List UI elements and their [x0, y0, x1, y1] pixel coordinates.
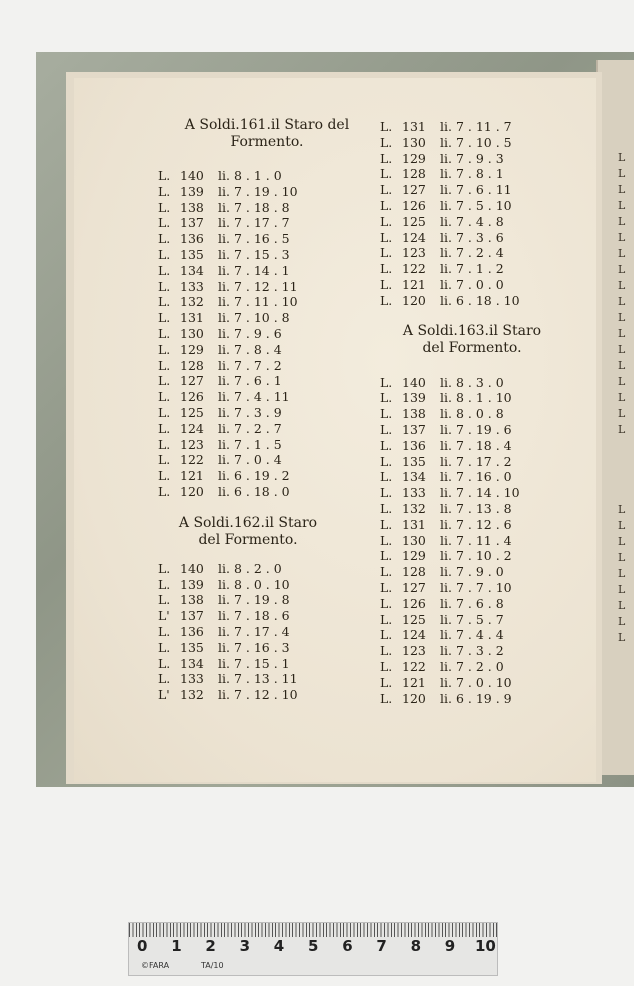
row-label: L. [158, 357, 171, 373]
row-number: 125 [180, 404, 204, 420]
table-row [380, 548, 560, 564]
row-label: L. [380, 627, 393, 643]
row-value: li. 8 . 0 . 10 [218, 576, 290, 592]
table-row [380, 245, 560, 261]
table-row [380, 422, 560, 438]
row-value: li. 7 . 16 . 3 [218, 639, 290, 655]
row-label: L. [158, 294, 171, 310]
row-label: L. [380, 390, 393, 406]
table-row [158, 263, 348, 279]
row-label: L. [380, 150, 393, 166]
row-number: 121 [402, 276, 426, 292]
row-value: li. 7 . 18 . 4 [440, 437, 512, 453]
row-label: L. [158, 168, 171, 183]
ruler-number: 5 [308, 937, 319, 955]
row-value: li. 7 . 6 . 1 [218, 373, 282, 389]
row-value: li. 6 . 18 . 0 [218, 483, 290, 499]
row-number: 134 [402, 469, 426, 485]
row-number: 136 [402, 437, 426, 453]
row-number: 120 [402, 690, 426, 706]
table-row [158, 452, 348, 468]
right-table [380, 375, 560, 707]
row-number: 137 [402, 421, 426, 437]
row-number: 135 [180, 639, 204, 655]
row-number: 135 [180, 246, 204, 262]
table-row [158, 437, 348, 453]
row-value: li. 7 . 8 . 1 [440, 166, 504, 182]
row-label: L. [158, 246, 171, 262]
row-label: L. [380, 437, 393, 453]
table-row [158, 247, 348, 263]
row-label: L. [158, 452, 171, 468]
row-label: L. [158, 404, 171, 420]
row-label: L. [380, 658, 393, 674]
row-label: L. [158, 199, 171, 215]
row-label: L. [380, 374, 393, 390]
table-row [380, 406, 560, 422]
row-number: 131 [180, 310, 204, 326]
row-value: li. 7 . 16 . 5 [218, 231, 290, 247]
table-row [158, 421, 348, 437]
row-label: L. [158, 468, 171, 484]
row-number: 136 [180, 623, 204, 639]
table-row [158, 671, 348, 687]
row-value: li. 7 . 4 . 4 [440, 627, 504, 643]
row-label: L. [380, 197, 393, 213]
row-value: li. 7 . 14 . 10 [440, 485, 520, 501]
row-label: L. [380, 595, 393, 611]
table-row [380, 659, 560, 675]
ruler-number: 10 [475, 937, 496, 955]
row-value: li. 7 . 5 . 7 [440, 611, 504, 627]
row-label: L. [380, 245, 393, 261]
row-value: li. 7 . 19 . 10 [218, 183, 298, 199]
table-row [380, 627, 560, 643]
ruler-number: 9 [444, 937, 456, 955]
row-value: li. 7 . 8 . 4 [218, 341, 282, 357]
row-number: 133 [180, 671, 204, 687]
row-value: li. 7 . 15 . 1 [218, 655, 290, 671]
row-value: li. 8 . 2 . 0 [218, 560, 282, 576]
row-label: L. [380, 166, 393, 182]
row-value: li. 7 . 10 . 2 [440, 548, 512, 564]
left-table-2 [158, 561, 348, 703]
row-value: li. 7 . 17 . 7 [218, 215, 290, 231]
row-value: li. 7 . 7 . 2 [218, 357, 282, 373]
row-number: 122 [402, 261, 426, 277]
row-number: 127 [402, 182, 426, 198]
row-label: L. [380, 548, 393, 564]
row-number: 139 [402, 390, 426, 406]
row-value: li. 7 . 9 . 3 [440, 150, 504, 166]
row-number: 140 [402, 374, 426, 390]
row-value: li. 7 . 3 . 2 [440, 643, 504, 659]
row-label: L. [380, 532, 393, 548]
row-number: 128 [180, 357, 204, 373]
row-value: li. 7 . 4 . 8 [440, 213, 504, 229]
row-number: 131 [402, 119, 426, 134]
row-value: li. 7 . 6 . 11 [440, 182, 512, 198]
table-row [380, 643, 560, 659]
table-row [158, 373, 348, 389]
row-value: li. 7 . 17 . 2 [440, 453, 512, 469]
row-value: li. 7 . 3 . 9 [218, 404, 282, 420]
ruler-number: 4 [273, 937, 285, 955]
ruler-number: 6 [342, 937, 353, 955]
row-number: 137 [180, 608, 204, 624]
table-row [380, 469, 560, 485]
row-value: li. 7 . 15 . 3 [218, 246, 290, 262]
row-number: 121 [402, 674, 426, 690]
row-number: 121 [180, 468, 204, 484]
table-row [158, 608, 348, 624]
ruler-brand: ©FARA [141, 961, 170, 970]
ruler-number: 7 [376, 937, 387, 955]
table-row [380, 277, 560, 293]
row-label: L' [158, 687, 170, 703]
row-label: L. [158, 389, 171, 405]
table-row [158, 468, 348, 484]
table-row [158, 310, 348, 326]
row-label: L. [158, 436, 171, 452]
table-row [158, 231, 348, 247]
left-heading-1: A Soldi.161.il Staro del Formento. [184, 117, 350, 150]
table-row [380, 501, 560, 517]
table-row [380, 517, 560, 533]
row-number: 128 [402, 564, 426, 580]
row-value: li. 7 . 10 . 5 [440, 134, 512, 150]
row-label: L. [158, 592, 171, 608]
row-number: 140 [180, 560, 204, 576]
table-row [158, 342, 348, 358]
table-row [158, 279, 348, 295]
row-label: L. [380, 276, 393, 292]
row-number: 132 [180, 687, 204, 703]
row-number: 138 [402, 406, 426, 422]
table-row [158, 294, 348, 310]
table-row [158, 656, 348, 672]
row-number: 140 [180, 168, 204, 183]
row-number: 130 [402, 532, 426, 548]
row-label: L. [158, 576, 171, 592]
row-label: L. [380, 421, 393, 437]
row-number: 139 [180, 576, 204, 592]
table-row [158, 640, 348, 656]
row-value: li. 7 . 2 . 0 [440, 658, 504, 674]
table-row [380, 596, 560, 612]
row-value: li. 7 . 19 . 6 [440, 421, 512, 437]
table-row [380, 533, 560, 549]
row-number: 132 [180, 294, 204, 310]
row-value: li. 7 . 11 . 10 [218, 294, 298, 310]
table-row [158, 215, 348, 231]
row-number: 126 [180, 389, 204, 405]
row-number: 123 [402, 643, 426, 659]
row-value: li. 7 . 12 . 11 [218, 278, 298, 294]
right-heading: A Soldi.163.il Staro del Formento. [402, 322, 542, 356]
row-value: li. 7 . 3 . 6 [440, 229, 504, 245]
row-number: 125 [402, 213, 426, 229]
row-value: li. 7 . 1 . 5 [218, 436, 282, 452]
row-number: 120 [402, 292, 426, 308]
ruler-number: 0 [137, 937, 148, 955]
table-row [380, 214, 560, 230]
row-label: L. [158, 655, 171, 671]
row-value: li. 7 . 2 . 4 [440, 245, 504, 261]
row-number: 138 [180, 199, 204, 215]
row-value: li. 6 . 19 . 9 [440, 690, 512, 706]
row-label: L. [380, 564, 393, 580]
row-value: li. 7 . 18 . 6 [218, 608, 290, 624]
row-value: li. 7 . 6 . 8 [440, 595, 504, 611]
row-number: 135 [402, 453, 426, 469]
row-number: 125 [402, 611, 426, 627]
ruler-number: 8 [410, 937, 422, 955]
row-label: L. [380, 690, 393, 706]
row-number: 134 [180, 655, 204, 671]
table-row [158, 184, 348, 200]
row-label: L. [158, 373, 171, 389]
right-table-top [380, 119, 560, 309]
row-label: L. [380, 134, 393, 150]
row-label: L. [380, 182, 393, 198]
row-value: li. 7 . 12 . 10 [218, 687, 298, 703]
row-number: 133 [180, 278, 204, 294]
table-row [158, 484, 348, 500]
row-value: li. 7 . 5 . 10 [440, 197, 512, 213]
row-number: 126 [402, 197, 426, 213]
table-row [380, 438, 560, 454]
row-label: L. [158, 310, 171, 326]
left-table-1 [158, 168, 348, 500]
right-column [380, 119, 560, 706]
row-label: L. [158, 262, 171, 278]
row-value: li. 8 . 0 . 8 [440, 406, 504, 422]
table-row [380, 485, 560, 501]
row-value: li. 7 . 11 . 4 [440, 532, 512, 548]
ruler-code: TA/10 [201, 961, 224, 970]
table-row [380, 293, 560, 309]
row-value: li. 7 . 4 . 11 [218, 389, 290, 405]
row-number: 126 [402, 595, 426, 611]
row-number: 133 [402, 485, 426, 501]
row-number: 120 [180, 483, 204, 499]
row-label: L. [158, 183, 171, 199]
table-row [380, 230, 560, 246]
table-row [158, 358, 348, 374]
row-value: li. 7 . 11 . 7 [440, 119, 512, 134]
table-row [158, 687, 348, 703]
left-heading-2: A Soldi.162.il Staro del Formento. [178, 514, 318, 548]
ruler-number: 3 [239, 937, 251, 955]
table-row [380, 119, 560, 135]
row-value: li. 6 . 19 . 2 [218, 468, 290, 484]
table-row [158, 389, 348, 405]
row-value: li. 7 . 7 . 10 [440, 579, 512, 595]
scale-ruler [128, 922, 498, 976]
row-value: li. 7 . 12 . 6 [440, 516, 512, 532]
row-label: L. [158, 420, 171, 436]
row-value: li. 7 . 13 . 11 [218, 671, 298, 687]
row-value: li. 8 . 1 . 0 [218, 168, 282, 183]
row-label: L. [158, 671, 171, 687]
row-label: L. [380, 119, 393, 134]
row-number: 134 [180, 262, 204, 278]
row-value: li. 7 . 0 . 10 [440, 674, 512, 690]
row-number: 131 [402, 516, 426, 532]
row-number: 132 [402, 500, 426, 516]
table-row [158, 326, 348, 342]
row-label: L. [380, 674, 393, 690]
row-value: li. 7 . 0 . 0 [440, 276, 504, 292]
row-label: L. [158, 341, 171, 357]
row-label: L. [158, 623, 171, 639]
row-label: L. [158, 215, 171, 231]
ruler-number: 1 [171, 937, 182, 955]
table-row [380, 691, 560, 707]
row-number: 139 [180, 183, 204, 199]
table-row [158, 592, 348, 608]
row-value: li. 7 . 2 . 7 [218, 420, 282, 436]
row-number: 124 [402, 627, 426, 643]
row-value: li. 7 . 1 . 2 [440, 261, 504, 277]
row-value: li. 7 . 14 . 1 [218, 262, 290, 278]
row-label: L. [158, 483, 171, 499]
table-row [380, 182, 560, 198]
table-row [380, 198, 560, 214]
table-row [158, 168, 348, 184]
row-number: 129 [180, 341, 204, 357]
table-row [158, 577, 348, 593]
row-label: L. [158, 639, 171, 655]
row-value: li. 8 . 1 . 10 [440, 390, 512, 406]
row-value: li. 7 . 16 . 0 [440, 469, 512, 485]
row-value: li. 7 . 9 . 6 [218, 325, 282, 341]
table-row [158, 200, 348, 216]
row-label: L. [380, 469, 393, 485]
table-row [380, 564, 560, 580]
table-row [380, 135, 560, 151]
row-label: L. [380, 453, 393, 469]
row-number: 136 [180, 231, 204, 247]
row-label: L. [158, 278, 171, 294]
table-row [158, 624, 348, 640]
row-label: L. [380, 516, 393, 532]
row-number: 124 [180, 420, 204, 436]
table-row [158, 561, 348, 577]
row-label: L. [380, 213, 393, 229]
row-number: 127 [402, 579, 426, 595]
row-label: L. [380, 292, 393, 308]
row-label: L. [158, 560, 171, 576]
row-number: 123 [180, 436, 204, 452]
row-label: L. [158, 325, 171, 341]
table-row [380, 261, 560, 277]
row-number: 123 [402, 245, 426, 261]
row-value: li. 8 . 3 . 0 [440, 374, 504, 390]
row-label: L. [380, 261, 393, 277]
table-row [380, 166, 560, 182]
row-number: 138 [180, 592, 204, 608]
row-value: li. 7 . 9 . 0 [440, 564, 504, 580]
row-label: L. [380, 643, 393, 659]
row-number: 122 [402, 658, 426, 674]
table-row [380, 390, 560, 406]
row-value: li. 7 . 17 . 4 [218, 623, 290, 639]
row-number: 130 [180, 325, 204, 341]
row-value: li. 6 . 18 . 10 [440, 292, 520, 308]
row-label: L. [380, 406, 393, 422]
left-column [158, 117, 348, 703]
row-label: L. [380, 229, 393, 245]
row-label: L. [380, 579, 393, 595]
row-number: 124 [402, 229, 426, 245]
row-label: L' [158, 608, 170, 624]
row-label: L. [380, 485, 393, 501]
ruler-ticks [129, 923, 497, 937]
row-number: 128 [402, 166, 426, 182]
table-row [380, 580, 560, 596]
row-label: L. [380, 611, 393, 627]
row-number: 137 [180, 215, 204, 231]
row-number: 122 [180, 452, 204, 468]
table-row [380, 454, 560, 470]
row-value: li. 7 . 19 . 8 [218, 592, 290, 608]
table-row [380, 151, 560, 167]
row-number: 130 [402, 134, 426, 150]
row-value: li. 7 . 18 . 8 [218, 199, 290, 215]
facing-page-text: L L L L L L L L L L L L L L L L L L L L L L L L L L L [618, 151, 626, 644]
row-number: 129 [402, 548, 426, 564]
row-value: li. 7 . 13 . 8 [440, 500, 512, 516]
row-number: 127 [180, 373, 204, 389]
row-label: L. [380, 500, 393, 516]
table-row [380, 612, 560, 628]
table-row [158, 405, 348, 421]
row-label: L. [158, 231, 171, 247]
ruler-number: 2 [205, 937, 216, 955]
row-number: 129 [402, 150, 426, 166]
table-row [380, 675, 560, 691]
row-value: li. 7 . 0 . 4 [218, 452, 282, 468]
row-value: li. 7 . 10 . 8 [218, 310, 290, 326]
table-row [380, 375, 560, 391]
